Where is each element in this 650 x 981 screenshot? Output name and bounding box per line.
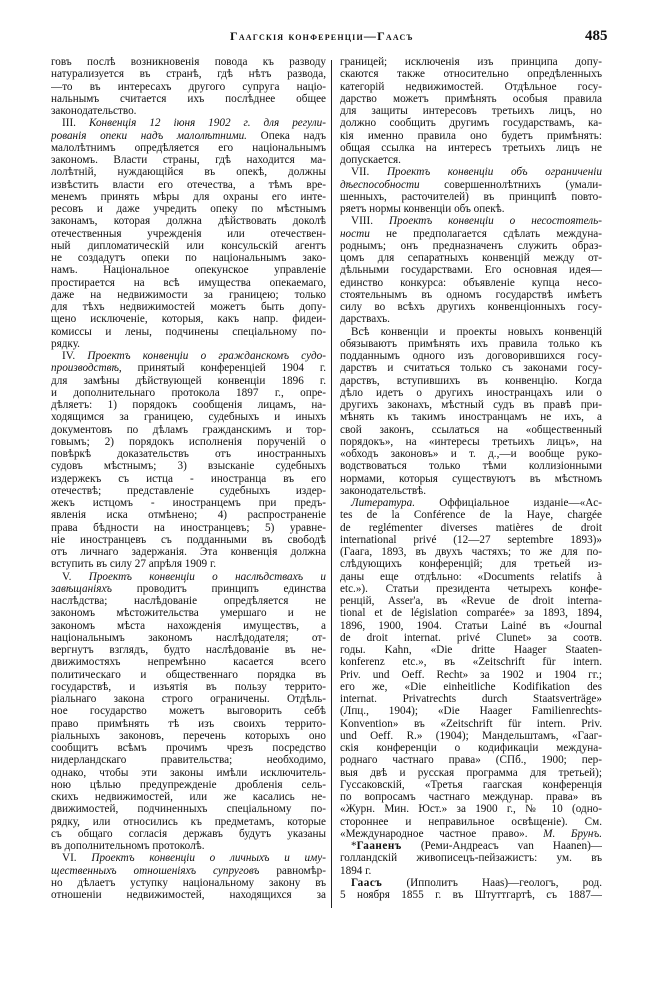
- italic-text: Проектъ конвенціи о личныхъ и иму-: [91, 852, 326, 865]
- body-text: отъ личнаго задержанія. Эта конвенція должна: [51, 546, 326, 558]
- text-line: [51, 522, 326, 534]
- text-line: [340, 607, 602, 619]
- body-text: явленія иска отмѣнено; 4) распространеніе: [51, 509, 326, 522]
- text-line: [51, 509, 326, 521]
- text-line: [51, 105, 326, 117]
- text-line: [51, 583, 326, 595]
- body-text: Priv. und Oeff. Recht» за 1902 и 1904 гг.;: [340, 668, 602, 681]
- text-line: [51, 130, 326, 142]
- text-line: [340, 387, 602, 399]
- text-line: [340, 754, 602, 766]
- column-divider: [331, 60, 332, 908]
- body-text: общая ссылка на интересъ третьихъ лицъ не: [340, 141, 602, 154]
- text-line: [51, 656, 326, 668]
- text-line: [340, 840, 602, 852]
- body-text: должно сообщить другимъ государствамъ, ка-: [340, 117, 602, 130]
- text-line: [340, 718, 602, 730]
- text-line: [340, 375, 602, 387]
- text-line: [51, 742, 326, 754]
- text-line: [51, 93, 326, 105]
- text-line: [340, 583, 602, 595]
- body-text: проводитъ принципъ единства: [111, 582, 326, 595]
- text-line: [51, 277, 326, 289]
- text-line: [51, 448, 326, 460]
- body-text: государствѣ, и изъятія въ пользу террито-: [51, 680, 326, 693]
- body-text: нидерландскаго правительства; необходимо,: [51, 754, 326, 767]
- text-line: [51, 460, 326, 472]
- italic-text: Проектъ конвенціи о наслѣдствахъ и: [88, 570, 326, 583]
- text-line: [340, 828, 602, 840]
- text-line: [51, 350, 326, 362]
- body-text: дѣло идетъ о другихъ иностранцахъ или о: [340, 386, 602, 399]
- text-line: [340, 571, 602, 583]
- text-line: [340, 509, 602, 521]
- body-text: менемъ принять мѣры для охраны его инте-: [51, 190, 326, 203]
- text-line: [340, 889, 602, 901]
- text-line: [51, 252, 326, 264]
- text-line: [51, 411, 326, 423]
- body-text: издержекъ съ истца - иностранца въ его: [51, 472, 326, 485]
- body-text: порядокъ», на «интересы третьихъ лицъ», на: [340, 435, 602, 448]
- body-text: однако, чтобы эти законы имѣли исключитель-: [51, 766, 326, 779]
- body-text: нормами, которыя существуютъ въ мѣстномъ: [340, 472, 602, 485]
- body-text: вступить въ силу 27 апрѣля 1909 г.: [51, 558, 217, 571]
- body-text: политическаго и общественнаго порядка въ: [51, 668, 326, 681]
- running-head: [0, 29, 650, 47]
- body-text: скихъ недвижимостей, или же касались не-: [51, 791, 326, 803]
- text-line: [340, 326, 602, 338]
- text-line: [340, 730, 602, 742]
- body-text: и дополнительнаго протокола 1897 г., опре-: [51, 386, 326, 399]
- body-text: лолѣтній, нуждающійся въ опекѣ, должны: [51, 166, 326, 179]
- body-text: дарствъ, вступившихъ въ конвенцію. Когда: [340, 374, 602, 387]
- body-text: подданнымъ одного изъ договорившихся госу-: [340, 350, 602, 362]
- text-line: [340, 791, 602, 803]
- text-line: [51, 56, 326, 68]
- text-line: [340, 191, 602, 203]
- text-line: [340, 264, 602, 276]
- text-line: [340, 240, 602, 252]
- text-line: [51, 473, 326, 485]
- body-text: но дѣлаетъ уступку національному закону въ: [51, 876, 326, 889]
- body-text: 5 ноября 1855 г. въ Штуттгартѣ, съ 1887—: [340, 889, 602, 901]
- text-line: [51, 644, 326, 656]
- body-text: IV.: [62, 350, 88, 362]
- body-text: говъ послѣ возникновенія повода къ разводу: [51, 56, 326, 68]
- text-line: [51, 362, 326, 374]
- text-line: [51, 558, 326, 570]
- text-line: [340, 803, 602, 815]
- body-text: для защиты интересовъ третьихъ лицъ, но: [340, 105, 602, 117]
- body-text: жекъ истцомъ - иностранцемъ при предъ-: [51, 497, 326, 509]
- text-line: [340, 277, 602, 289]
- body-text: даны еще отдѣльно: «Documents relatifs à: [340, 570, 602, 583]
- body-text: (Ипполитъ Haas)—геологъ, род.: [382, 876, 602, 889]
- italic-text: рованія опеки надъ малолѣтними.: [51, 129, 247, 142]
- body-text: обязываютъ примѣнять ихъ правила только къ: [340, 337, 602, 350]
- body-text: III.: [62, 117, 89, 130]
- body-text: водствоваться только тѣми коллизіонными: [340, 460, 602, 473]
- body-text: стоятельнымъ въ одномъ государствѣ имѣетъ: [340, 288, 602, 301]
- body-text: голландскій живописецъ-пейзажистъ: ум. въ: [340, 852, 602, 865]
- body-text: etc.»). Статьи президента четырехъ конфе-: [340, 582, 602, 595]
- body-text: равномѣр-: [259, 864, 326, 877]
- body-text: ное государство можетъ выговорить себѣ: [51, 705, 326, 718]
- body-text: und Oeff. R.» (1904); Мандельштамъ, «Гааг-: [340, 729, 602, 742]
- body-text: судовъ мѣстнымъ; 3) взысканіе судебныхъ: [51, 460, 326, 473]
- text-line: [51, 889, 326, 901]
- text-line: [340, 656, 602, 668]
- body-text: выя двѣ и русская программа для третьей);: [340, 766, 602, 779]
- italic-text: дѣеспособности: [340, 178, 420, 191]
- body-text: Опека надъ: [246, 129, 326, 142]
- text-line: [340, 399, 602, 411]
- body-text: извѣстить власти его отечества, а тѣмъ вре-: [51, 178, 326, 191]
- body-text: (Гаага, 1893, въ двухъ частяхъ; то же для по-: [340, 546, 602, 558]
- text-line: [51, 803, 326, 815]
- body-text: «Журн. Мин. Юст.» за 1900 г., № 10 (одно-: [340, 803, 602, 816]
- body-text: щено исключеніе, которыя, какъ напр. фидеи-: [51, 313, 326, 326]
- text-line: [51, 436, 326, 448]
- body-text: права бѣдности на иностранцевъ; 5) уравне-: [51, 521, 326, 534]
- text-line: [340, 485, 602, 497]
- text-line: [340, 473, 602, 485]
- text-line: [340, 154, 602, 166]
- text-line: [340, 252, 602, 264]
- body-text: намъ. Національное опекунское управленіе: [51, 264, 326, 277]
- text-line: [340, 644, 602, 656]
- text-line: [340, 105, 602, 117]
- body-text: съ общаго согласія державъ будутъ указаны: [51, 827, 326, 840]
- text-line: [51, 240, 326, 252]
- text-line: [340, 142, 602, 154]
- body-text: «Международное частное право».: [340, 827, 544, 840]
- body-text: документовъ по дѣламъ гражданскимъ и тор-: [51, 423, 326, 436]
- body-text: —то въ интересахъ другого супруга націо-: [51, 80, 326, 93]
- body-text: tes de la Conférence de la Haye, chargée: [340, 509, 602, 522]
- italic-text: ности: [340, 227, 370, 240]
- text-line: [51, 326, 326, 338]
- text-line: [51, 669, 326, 681]
- text-line: [51, 718, 326, 730]
- left-column: [51, 56, 326, 901]
- text-line: [51, 571, 326, 583]
- text-line: [51, 791, 326, 803]
- text-line: [51, 375, 326, 387]
- body-text: закономъ мѣста нахожденія имуществъ, а: [51, 619, 326, 632]
- text-line: [51, 424, 326, 436]
- body-text: 1896, 1900, 1904. Статьи Lainé въ «Journal: [340, 619, 602, 632]
- body-text: «обходъ законовъ» и т. д.,—и вообще руко-: [340, 448, 602, 460]
- body-text: въ дополнительномъ протоколѣ.: [51, 840, 205, 852]
- body-text: другихъ законахъ, мѣстный судъ въ правѣ при-: [340, 399, 602, 411]
- text-line: [340, 117, 602, 129]
- text-line: [51, 705, 326, 717]
- text-line: [340, 93, 602, 105]
- text-line: [340, 301, 602, 313]
- text-line: [340, 362, 602, 374]
- page-number: 485: [585, 28, 608, 44]
- text-line: [340, 669, 602, 681]
- italic-text: Конвенція 12 іюня 1902 г. для регули-: [88, 117, 326, 130]
- text-line: [340, 166, 602, 178]
- text-line: [51, 497, 326, 509]
- body-text: ресовъ и даже учредить опеку по мѣстнымъ: [51, 203, 326, 215]
- headword: Гаасъ: [351, 876, 383, 889]
- italic-text: завѣщаніяхъ: [51, 582, 112, 595]
- text-line: [51, 754, 326, 766]
- body-text: единство конкурса: объявленіе купца несо-: [340, 276, 602, 289]
- text-line: [51, 154, 326, 166]
- text-line: [340, 228, 602, 240]
- body-text: отечествѣ; представленіе судебныхъ издер-: [51, 484, 326, 497]
- text-line: [51, 399, 326, 411]
- text-line: [340, 81, 602, 93]
- body-text: роднаго частнаго права» (СПб., 1900; пер-: [340, 754, 602, 767]
- text-line: [51, 534, 326, 546]
- text-line: [51, 191, 326, 203]
- text-line: [51, 338, 326, 350]
- text-line: [51, 865, 326, 877]
- body-text: наслѣдства; наслѣдованіе опредѣляется не: [51, 595, 326, 607]
- body-text: закономъ мѣстожительства умершаго и не: [51, 607, 326, 620]
- body-text: вергнутъ взглядъ, будто наслѣдованіе въ не-: [51, 644, 326, 656]
- running-title: Гаагскія конференціи—Гаасъ: [230, 29, 414, 43]
- text-line: [51, 203, 326, 215]
- text-line: [51, 117, 326, 129]
- body-text: законодательствѣ.: [340, 484, 427, 497]
- body-text: національнымъ закономъ наслѣдодателя; от-: [51, 631, 326, 644]
- body-text: Konvention» въ «Zeitschrift für intern. Priv.: [340, 717, 602, 730]
- text-line: [51, 68, 326, 80]
- body-text: дѣльными государствами. Его основная идея—: [340, 264, 602, 277]
- text-line: [51, 264, 326, 276]
- body-text: дарствахъ.: [340, 313, 390, 326]
- body-text: ный дипломатическій или консульскій агентъ: [51, 239, 326, 252]
- text-line: [51, 313, 326, 325]
- text-line: [51, 828, 326, 840]
- body-text: VII.: [351, 166, 387, 179]
- text-line: [340, 203, 602, 215]
- body-text: комиссы и лены, подчинены спеціальному по-: [51, 325, 326, 338]
- body-text: рядку.: [51, 337, 80, 350]
- body-text: Оффиціальное изданіе—«Ac-: [415, 497, 602, 509]
- text-line: [51, 228, 326, 240]
- text-line: [340, 497, 602, 509]
- body-text: его же, «Die einheitliche Kodifikation des: [340, 680, 602, 693]
- body-text: повѣркѣ доказательствъ отъ иностранныхъ: [51, 448, 326, 460]
- body-text: рядку, или относились къ предметамъ, которые: [51, 815, 326, 828]
- body-text: дарствъ и считаться только съ законами госу-: [340, 362, 602, 375]
- body-text: VIII.: [351, 215, 389, 228]
- text-line: [340, 350, 602, 362]
- body-text: для тѣхъ недвижимостей можетъ быть допу-: [51, 301, 326, 313]
- body-text: для замѣны дѣйствующей конвенціи 1896 г.: [51, 374, 326, 387]
- text-line: [51, 485, 326, 497]
- body-text: (Лпц., 1904); «Die Haager Familienrechts-: [340, 705, 602, 718]
- italic-text: Проектъ конвенціи о гражданскомъ судо-: [87, 350, 326, 362]
- body-text: роднымъ; онъ предназначенъ служить образ-: [340, 239, 602, 252]
- text-line: [51, 693, 326, 705]
- body-text: силу во всѣхъ другихъ конвенціонныхъ госу-: [340, 301, 602, 313]
- body-text: ніе иностранцевъ съ подданными въ свободѣ: [51, 533, 326, 546]
- body-text: категорій недвижимостей. Отдѣльное госу-: [340, 80, 602, 93]
- body-text: VI.: [62, 852, 92, 865]
- text-line: [51, 852, 326, 864]
- body-text: натурализуется въ странѣ, гдѣ нѣтъ развода,: [51, 68, 326, 81]
- text-line: [51, 620, 326, 632]
- text-line: [51, 607, 326, 619]
- text-line: [340, 779, 602, 791]
- body-text: konferenz etc.», въ «Zeitschrift für intern.: [340, 656, 602, 669]
- body-text: ряетъ нормы конвенціи объ опекѣ.: [340, 203, 505, 215]
- body-text: законамъ, которая должна дѣйствовать доколѣ: [51, 215, 326, 228]
- body-text: не предполагается сдѣлать междуна-: [369, 227, 602, 240]
- body-text: international privé (12—27 septembre 1893)»: [340, 533, 602, 546]
- text-line: [340, 767, 602, 779]
- body-text: говымъ; 2) порядокъ исполненія порученій о: [51, 435, 326, 448]
- body-text: 1894 г.: [340, 864, 372, 877]
- text-line: [340, 865, 602, 877]
- italic-text: Проектъ конвенціи объ ограниченіи: [386, 166, 602, 179]
- text-line: [340, 852, 602, 864]
- text-line: [51, 142, 326, 154]
- text-line: [340, 130, 602, 142]
- text-line: [51, 595, 326, 607]
- text-line: [340, 620, 602, 632]
- body-text: de droit internat. privé Clunet» за соотв.: [340, 631, 602, 644]
- body-text: дѣляетъ: 1) порядокъ сообщенія лицамъ, на-: [51, 399, 326, 411]
- text-line: [340, 56, 602, 68]
- body-text: сообщитъ всѣмъ прочимъ чрезъ посредство: [51, 742, 326, 754]
- body-text: движимостяхъ непремѣнно касается всего: [51, 656, 326, 669]
- body-text: по вопросамъ частнаго междунар. права» въ: [340, 791, 602, 803]
- text-line: [340, 448, 602, 460]
- text-line: [340, 632, 602, 644]
- text-line: [51, 632, 326, 644]
- body-text: *: [351, 840, 357, 852]
- text-line: [51, 816, 326, 828]
- body-text: даже на недвижимости за границею; только: [51, 288, 326, 301]
- body-text: ною цѣлью предупрежденіе дробленія сель-: [51, 778, 326, 791]
- text-line: [340, 338, 602, 350]
- text-line: [340, 705, 602, 717]
- text-line: [340, 68, 602, 80]
- text-line: [340, 460, 602, 472]
- body-text: законодательство.: [51, 105, 137, 117]
- text-line: [340, 558, 602, 570]
- text-line: [340, 546, 602, 558]
- text-line: [51, 681, 326, 693]
- body-text: дарство можетъ примѣнять особыя правила: [340, 92, 602, 105]
- body-text: свой законъ, ссылаться на «общественный: [340, 423, 602, 436]
- text-line: [340, 595, 602, 607]
- text-line: [51, 81, 326, 93]
- body-text: V.: [62, 570, 89, 583]
- body-text: ріальнаго закона строго ограничены. Отдѣль-: [51, 693, 326, 705]
- text-line: [340, 313, 602, 325]
- text-line: [340, 816, 602, 828]
- italic-text: Проектъ конвенціи о несостоятель-: [388, 215, 602, 228]
- italic-text: Литература.: [351, 497, 416, 509]
- body-text: закономъ. Власти страны, гдѣ находится ма-: [51, 154, 326, 166]
- body-text: мѣнять къ такимъ иностранцамъ не ихъ, а: [340, 411, 602, 424]
- italic-text: М. Брунъ.: [543, 827, 602, 840]
- body-text: принятый конференціей 1904 г.: [121, 362, 326, 375]
- body-text: скія конференціи о кодификаціи междуна-: [340, 742, 602, 754]
- text-line: [340, 289, 602, 301]
- body-text: слѣдующихъ конференцій; для третьей из-: [340, 558, 602, 571]
- body-text: совершеннолѣтнихъ (умали-: [419, 178, 602, 191]
- text-line: [51, 289, 326, 301]
- body-text: допускается.: [340, 154, 401, 166]
- body-text: отечественныя учрежденія или отечествен-: [51, 227, 326, 240]
- headword: Гааненъ: [356, 840, 402, 852]
- text-line: [51, 767, 326, 779]
- body-text: стороннее и неправильное освѣщеніе). См.: [340, 815, 602, 828]
- text-line: [51, 779, 326, 791]
- text-line: [51, 215, 326, 227]
- body-text: шенныхъ, расточителей) въ принципѣ повто-: [340, 190, 602, 203]
- body-text: ренцій, Asser'a, въ «Revue de droit interna-: [340, 595, 602, 607]
- text-line: [51, 877, 326, 889]
- text-line: [340, 215, 602, 227]
- body-text: кія именно правила оно будетъ примѣнять:: [340, 129, 602, 142]
- text-line: [340, 411, 602, 423]
- body-text: (Реми-Андреасъ van Haanen)—: [401, 840, 602, 852]
- body-text: простирается на всѣ имущества опекаемаго,: [51, 276, 326, 289]
- body-text: скаются также относительно опредѣленныхъ: [340, 68, 602, 81]
- body-text: границей; исключенія изъ принципа допу-: [340, 56, 602, 68]
- right-column: [340, 56, 602, 901]
- text-line: [340, 693, 602, 705]
- body-text: Всѣ конвенціи и проекты новыхъ конвенцій: [351, 325, 602, 338]
- italic-text: производствѣ,: [51, 362, 122, 375]
- text-line: [340, 877, 602, 889]
- body-text: Гуссаковскій, «Третья гаагская конференція: [340, 778, 602, 791]
- body-text: отношеніи недвижимостей, находящихся за: [51, 889, 326, 901]
- body-text: ходящимся за границею, судебныхъ и иныхъ: [51, 411, 326, 424]
- text-line: [340, 436, 602, 448]
- text-line: [51, 840, 326, 852]
- body-text: годы. Kahn, «Die dritte Haager Staaten-: [340, 644, 602, 656]
- text-line: [340, 681, 602, 693]
- text-line: [51, 546, 326, 558]
- italic-text: щественныхъ отношеніяхъ супруговъ: [51, 864, 260, 877]
- text-line: [340, 179, 602, 191]
- body-text: нальнымъ считается ихъ послѣднее общее: [51, 92, 326, 105]
- body-text: не создадутъ опеки по національнымъ зако-: [51, 252, 326, 264]
- text-line: [340, 742, 602, 754]
- body-text: движимостей, подчиненныхъ спеціальному по-: [51, 803, 326, 816]
- text-line: [51, 166, 326, 178]
- text-line: [51, 730, 326, 742]
- body-text: малолѣтнимъ опредѣляется его національнымъ: [51, 141, 326, 154]
- body-text: право примѣнять тѣ изъ своихъ террито-: [51, 717, 326, 730]
- body-text: tional et de législation comparée» за 1893, 1894,: [340, 607, 602, 620]
- text-line: [340, 424, 602, 436]
- text-line: [51, 179, 326, 191]
- body-text: ріальныхъ законовъ, перечень которыхъ оно: [51, 729, 326, 742]
- text-line: [340, 522, 602, 534]
- body-text: internat. Privatrechts durch Staatsverträge»: [340, 693, 602, 705]
- body-text: de reglémenter diverses matières de droit: [340, 521, 602, 534]
- text-line: [51, 301, 326, 313]
- text-line: [51, 387, 326, 399]
- body-text: цомъ для сепаратныхъ конвенцій между от-: [340, 252, 602, 264]
- text-line: [340, 534, 602, 546]
